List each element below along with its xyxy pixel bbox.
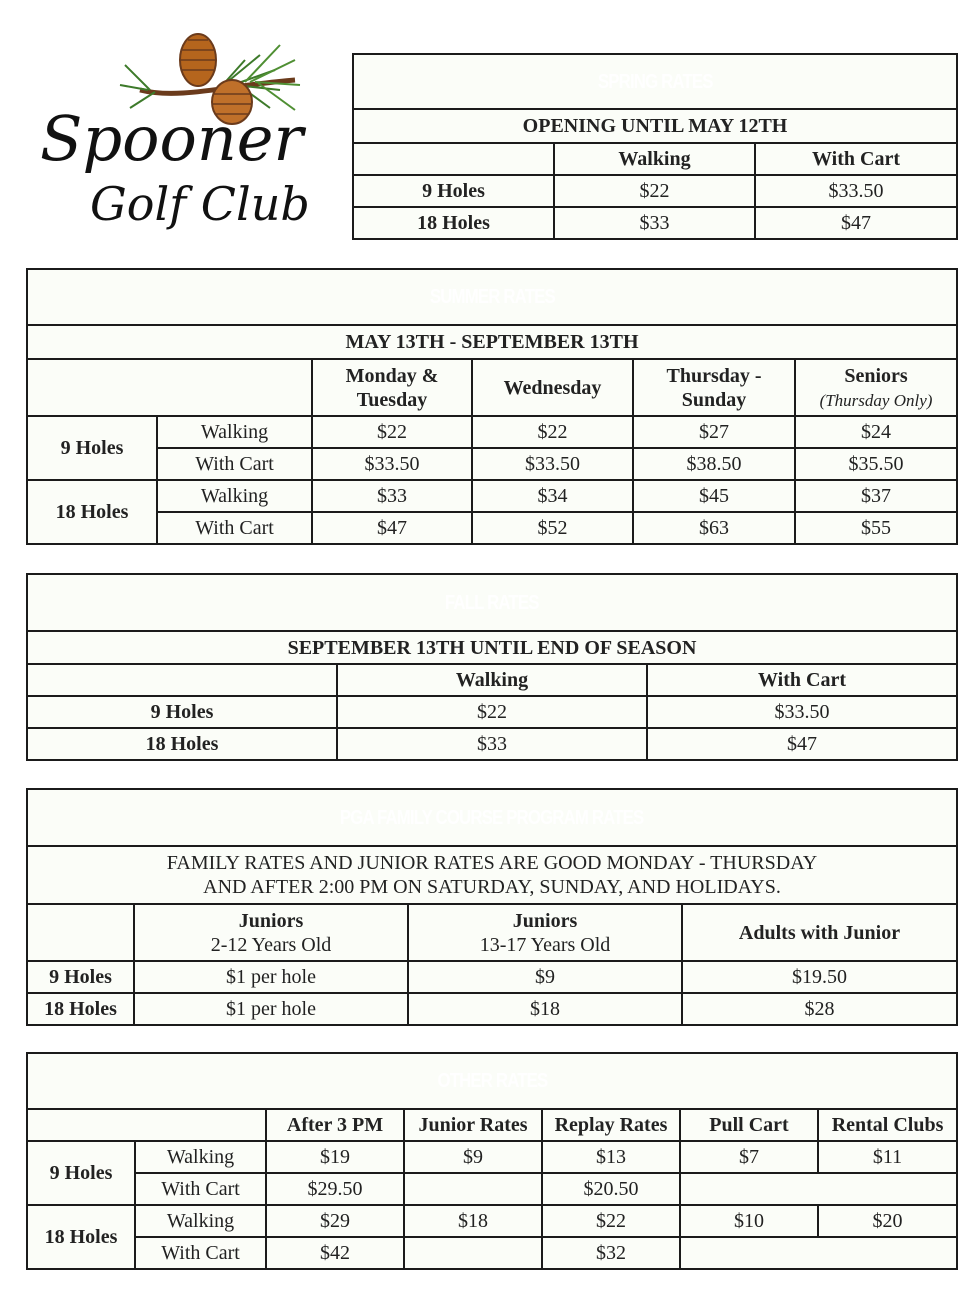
rate-cell: $37 (795, 480, 957, 512)
fall-title: FALL RATES (27, 574, 957, 631)
fall-subtitle: SEPTEMBER 13TH UNTIL END OF SEASON (27, 631, 957, 664)
col-header: Juniors 13-17 Years Old (408, 904, 682, 961)
summer-title: SUMMER RATES (27, 269, 957, 325)
spring-title: SPRING RATES (353, 54, 957, 109)
rate-cell: $1 per hole (134, 993, 408, 1025)
rate-cell: $33.50 (472, 448, 633, 480)
mode-label: With Cart (157, 512, 312, 544)
rate-cell: $42 (266, 1237, 404, 1269)
svg-text:Golf Club: Golf Club (90, 177, 310, 231)
blank-cell (680, 1237, 957, 1269)
col-header: Walking (337, 664, 647, 696)
mode-label: Walking (157, 416, 312, 448)
row-label: 18 Holes (27, 993, 134, 1025)
mode-label: With Cart (135, 1237, 266, 1269)
rate-cell (404, 1173, 542, 1205)
rate-cell: $18 (408, 993, 682, 1025)
club-logo (30, 30, 320, 240)
col-header: With Cart (755, 143, 957, 175)
rate-cell: $1 per hole (134, 961, 408, 993)
col-header: After 3 PM (266, 1109, 404, 1141)
rate-cell: $33 (554, 207, 755, 239)
rate-cell: $10 (680, 1205, 818, 1237)
row-label: 9 Holes (27, 416, 157, 480)
rate-cell (404, 1237, 542, 1269)
row-label: 18 Holes (353, 207, 554, 239)
pga-family-rates-table (26, 788, 958, 1026)
rate-cell: $22 (337, 696, 647, 728)
rate-cell: $29.50 (266, 1173, 404, 1205)
rate-cell: $19 (266, 1141, 404, 1173)
rate-cell: $20.50 (542, 1173, 680, 1205)
col-header: Juniors 2-12 Years Old (134, 904, 408, 961)
row-label: 18 Holes (27, 480, 157, 544)
pinecone-logo-icon (30, 30, 320, 240)
row-label: 9 Holes (27, 1141, 135, 1205)
col-header: Adults with Junior (682, 904, 957, 961)
fall-rates-table (26, 573, 958, 761)
svg-text:Spooner: Spooner (40, 102, 304, 175)
col-header: Junior Rates (404, 1109, 542, 1141)
blank-cell (353, 143, 554, 175)
col-header: Pull Cart (680, 1109, 818, 1141)
other-rates-table (26, 1052, 958, 1270)
rate-cell: $45 (633, 480, 795, 512)
blank-cell (27, 904, 134, 961)
blank-cell (27, 359, 312, 416)
spring-subtitle: OPENING UNTIL MAY 12TH (353, 109, 957, 143)
rate-cell: $47 (312, 512, 472, 544)
rate-cell: $24 (795, 416, 957, 448)
row-label: 9 Holes (27, 696, 337, 728)
row-label: 9 Holes (27, 961, 134, 993)
rate-cell: $22 (542, 1205, 680, 1237)
col-header: Walking (554, 143, 755, 175)
col-header: Replay Rates (542, 1109, 680, 1141)
rate-cell: $11 (818, 1141, 957, 1173)
rate-cell: $33 (337, 728, 647, 760)
blank-cell (27, 664, 337, 696)
rate-cell: $20 (818, 1205, 957, 1237)
mode-label: With Cart (135, 1173, 266, 1205)
other-title: OTHER RATES (27, 1053, 957, 1109)
mode-label: With Cart (157, 448, 312, 480)
rate-cell: $18 (404, 1205, 542, 1237)
summer-subtitle: MAY 13TH - SEPTEMBER 13TH (27, 325, 957, 359)
row-label: 9 Holes (353, 175, 554, 207)
rate-cell: $9 (408, 961, 682, 993)
rate-cell: $29 (266, 1205, 404, 1237)
col-header: With Cart (647, 664, 957, 696)
rate-cell: $33.50 (647, 696, 957, 728)
rate-cell: $63 (633, 512, 795, 544)
rate-cell: $27 (633, 416, 795, 448)
pga-title: PGA FAMILY COURSE PROGRAM RATES (27, 789, 957, 846)
mode-label: Walking (135, 1141, 266, 1173)
rate-cell: $22 (472, 416, 633, 448)
summer-rates-table (26, 268, 958, 545)
rate-cell: $34 (472, 480, 633, 512)
rate-cell: $38.50 (633, 448, 795, 480)
blank-cell (680, 1173, 957, 1205)
rate-cell: $55 (795, 512, 957, 544)
rate-cell: $33.50 (755, 175, 957, 207)
mode-label: Walking (157, 480, 312, 512)
rate-cell: $33.50 (312, 448, 472, 480)
col-header: Rental Clubs (818, 1109, 957, 1141)
rate-cell: $52 (472, 512, 633, 544)
col-header: Seniors (Thursday Only) (795, 359, 957, 416)
rate-cell: $22 (312, 416, 472, 448)
rate-cell: $22 (554, 175, 755, 207)
rate-cell: $13 (542, 1141, 680, 1173)
row-label: 18 Holes (27, 728, 337, 760)
rate-cell: $47 (755, 207, 957, 239)
rate-cell: $9 (404, 1141, 542, 1173)
col-header: Monday & Tuesday (312, 359, 472, 416)
rate-cell: $28 (682, 993, 957, 1025)
rate-cell: $47 (647, 728, 957, 760)
col-header: Wednesday (472, 359, 633, 416)
pga-note: FAMILY RATES AND JUNIOR RATES ARE GOOD MONDAY - THURSDAY AND AFTER 2:00 PM ON SATURDAY, SUNDAY, AND HOLIDAYS. (27, 846, 957, 904)
col-header: Thursday - Sunday (633, 359, 795, 416)
rate-cell: $32 (542, 1237, 680, 1269)
rate-cell: $33 (312, 480, 472, 512)
blank-cell (27, 1109, 266, 1141)
row-label: 18 Holes (27, 1205, 135, 1269)
mode-label: Walking (135, 1205, 266, 1237)
rate-cell: $7 (680, 1141, 818, 1173)
rate-cell: $19.50 (682, 961, 957, 993)
spring-rates-table (352, 53, 958, 240)
rate-cell: $35.50 (795, 448, 957, 480)
